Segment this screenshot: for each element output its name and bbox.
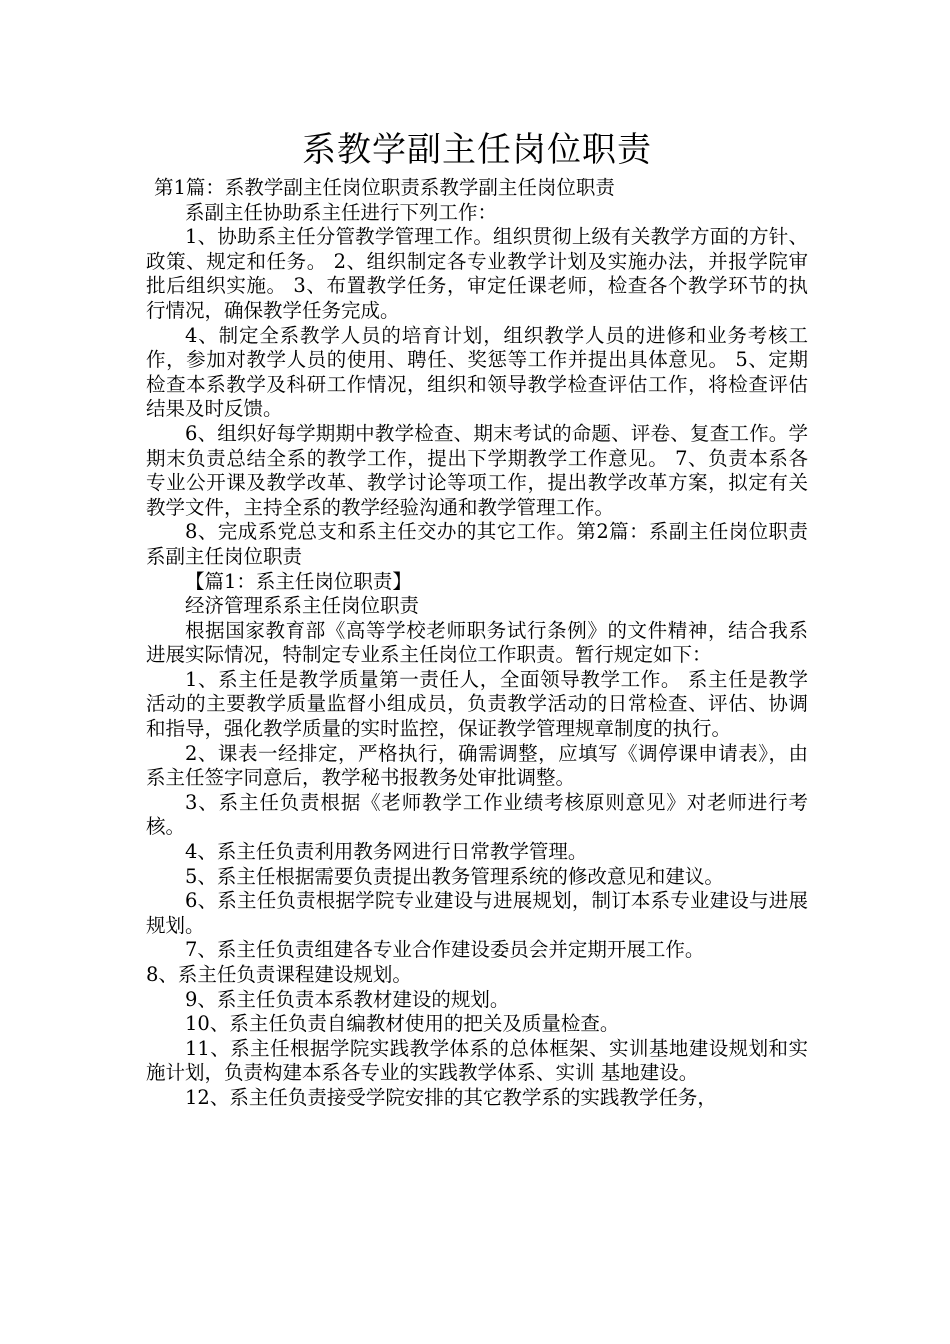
- document-title: 系教学副主任岗位职责: [302, 130, 652, 170]
- paragraph: 第1篇：系教学副主任岗位职责系教学副主任岗位职责: [154, 176, 615, 199]
- paragraph: 根据国家教育部《高等学校老师职务试行条例》的文件精神，结合我系进展实际情况，特制定专业系主任岗位工作职责。暂行规定如下：: [146, 618, 808, 667]
- paragraph: 4、系主任负责利用教务网进行日常教学管理。: [185, 840, 588, 864]
- paragraph: 8、系主任负责课程建设规划。: [146, 963, 412, 986]
- paragraph: 10、系主任负责自编教材使用的把关及质量检查。: [185, 1012, 620, 1036]
- paragraph: 6、系主任负责根据学院专业建设与进展规划，制订本系专业建设与进展规划。: [146, 889, 808, 937]
- paragraph: 1、系主任是教学质量第一责任人，全面领导教学工作。 系主任是教学活动的主要教学质量监督小组成员，负责教学活动的日常检查、评估、协调和指导，强化教学质量的实时监控，保证教学管理规章制度的执行。: [146, 667, 808, 741]
- paragraph: 9、系主任负责本系教材建设的规划。: [185, 987, 510, 1011]
- paragraph: 经济管理系系主任岗位职责: [185, 594, 420, 618]
- paragraph: 7、系主任负责组建各专业合作建设委员会并定期开展工作。: [185, 938, 705, 962]
- paragraph: 12、系主任负责接受学院安排的其它教学系的实践教学任务，: [185, 1085, 717, 1109]
- paragraph: 8、完成系党总支和系主任交办的其它工作。第2篇：系副主任岗位职责系副主任岗位职责: [146, 520, 808, 568]
- paragraph: 3、系主任负责根据《老师教学工作业绩考核原则意见》对老师进行考核。: [146, 790, 808, 839]
- paragraph: 系副主任协助系主任进行下列工作：: [185, 200, 498, 224]
- paragraph: 4、制定全系教学人员的培育计划，组织教学人员的进修和业务考核工作，参加对教学人员的使用、聘任、奖惩等工作并提出具体意见。 5、定期检查本系教学及科研工作情况，组织和领导教学检查评估工作，将检查评估结果及时反馈。: [146, 323, 808, 421]
- paragraph: 5、系主任根据需要负责提出教务管理系统的修改意见和建议。: [185, 864, 724, 888]
- paragraph: 11、系主任根据学院实践教学体系的总体框架、实训基地建设规划和实施计划，负责构建本系各专业的实践教学体系、实训 基地建设。: [146, 1036, 808, 1085]
- paragraph: 2、课表一经排定，严格执行，确需调整，应填写《调停课申请表》，由系主任签字同意后，教学秘书报教务处审批调整。: [146, 741, 808, 790]
- paragraph: 1、协助系主任分管教学管理工作。组织贯彻上级有关教学方面的方针、政策、规定和任务。 2、组织制定各专业教学计划及实施办法，并报学院审批后组织实施。 3、布置教学任务，审定任课老师，检查各个教学环节的执行情况，确保教学任务完成。: [146, 225, 808, 322]
- paragraph: 6、组织好每学期期中教学检查、期末考试的命题、评卷、复查工作。学期末负责总结全系的教学工作，提出下学期教学工作意见。 7、负责本系各专业公开课及教学改革、教学讨论等项工作，提出教学改革方案，拟定有关教学文件，主持全系的教学经验沟通和教学管理工作。: [146, 421, 808, 519]
- document-page: [146, 128, 808, 1111]
- paragraph: 【篇1：系主任岗位职责】: [185, 569, 412, 593]
